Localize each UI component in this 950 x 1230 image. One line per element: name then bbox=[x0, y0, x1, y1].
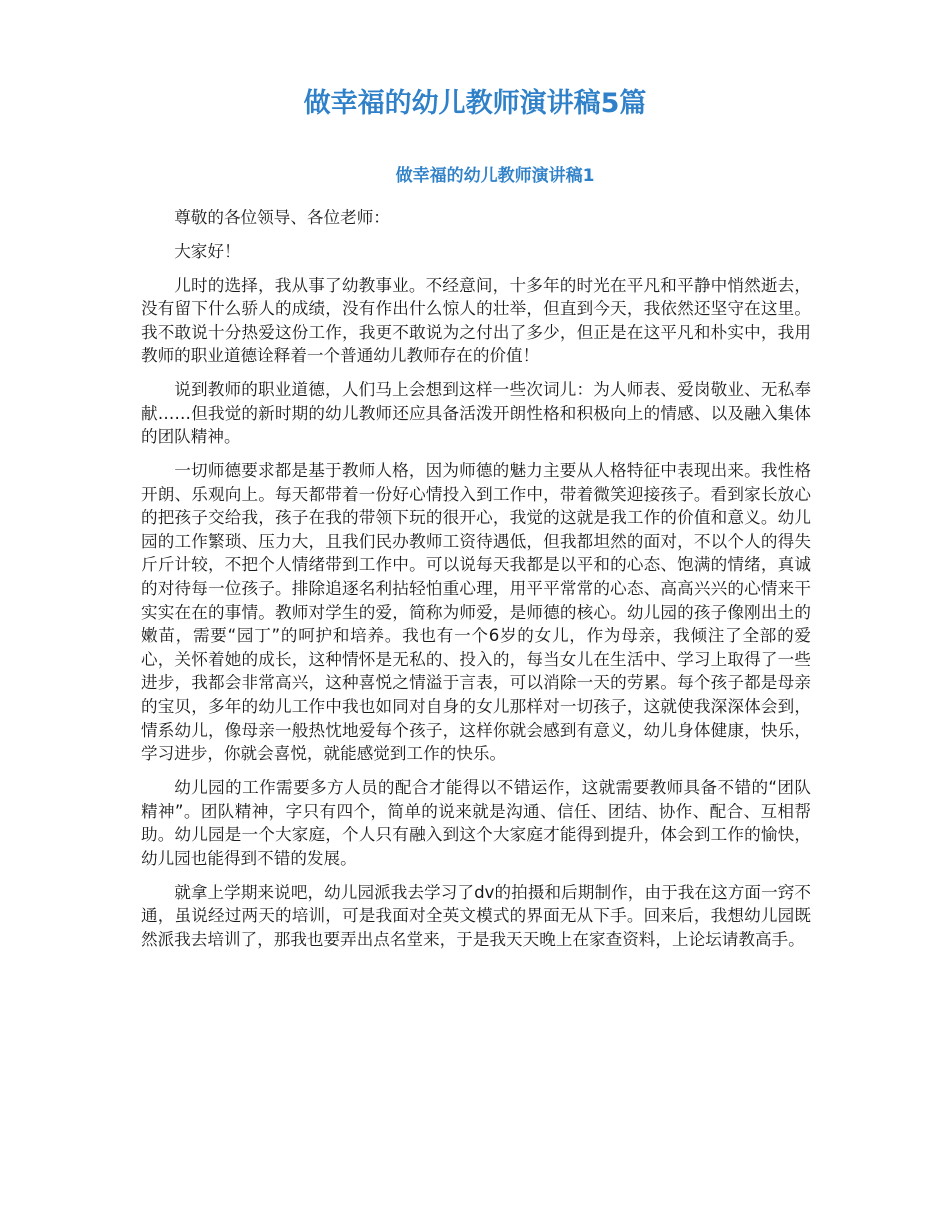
document-body bbox=[141, 206, 811, 962]
salutation-paragraph: 尊敬的各位领导、各位老师： bbox=[174, 208, 390, 227]
body-paragraph: 就拿上学期来说吧，幼儿园派我去学习了dv的拍摄和后期制作，由于我在这方面一窍不通，虽说经过两天的培训，可是我面对全英文模式的界面无从下手。回来后，我想幼儿园既然派我去培训了，那我也要弄出点名堂来，于是我天天晚上在家查资料，上论坛请教高手。 bbox=[141, 882, 811, 949]
document-title: 做幸福的幼儿教师演讲稿5篇 bbox=[303, 88, 647, 119]
body-paragraph: 儿时的选择，我从事了幼教事业。不经意间，十多年的时光在平凡和平静中悄然逝去，没有留下什么骄人的成绩，没有作出什么惊人的壮举，但直到今天，我依然还坚守在这里。我不敢说十分热爱这份工作，我更不敢说为之付出了多少，但正是在这平凡和朴实中，我用教师的职业道德诠释着一个普通幼儿教师存在的价值！ bbox=[141, 275, 811, 366]
body-paragraph: 说到教师的职业道德，人们马上会想到这样一些次词儿：为人师表、爱岗敬业、无私奉献……但我觉的新时期的幼儿教师还应具备活泼开朗性格和积极向上的情感、以及融入集体的团队精神。 bbox=[141, 380, 811, 447]
body-paragraph: 幼儿园的工作需要多方人员的配合才能得以不错运作，这就需要教师具备不错的“团队精神”。团队精神，字只有四个，简单的说来就是沟通、信任、团结、协作、配合、互相帮助。幼儿园是一个大家庭，个人只有融入到这个大家庭才能得到提升，体会到工作的愉快，幼儿园也能得到不错的发展。 bbox=[141, 778, 811, 868]
section-title: 做幸福的幼儿教师演讲稿1 bbox=[395, 166, 595, 186]
greeting-paragraph: 大家好！ bbox=[174, 241, 241, 261]
body-paragraph: 一切师德要求都是基于教师人格，因为师德的魅力主要从人格特征中表现出来。我性格开朗、乐观向上。每天都带着一份好心情投入到工作中，带着微笑迎接孩子。看到家长放心的把孩子交给我，孩子在我的带领下玩的很开心，我觉的这就是我工作的价值和意义。幼儿园的工作繁琐、压力大，且我们民办教师工资待遇低，但我都坦然的面对，不以个人的得失斤斤计较，不把个人情绪带到工作中。可以说每天我都是以平和的心态、饱满的情绪，真诚的对待每一位孩子。排除追逐名利拈轻怕重心理，用平平常常的心态、高高兴兴的心情来干实实在在的事情。教师对学生的爱，简称为师爱，是师德的核心。幼儿园的孩子像刚出土的嫩苗，需要“园丁”的呵护和培养。我也有一个6岁的女儿，作为母亲，我倾注了全部的爱心，关怀着她的成长，这种情怀是无私的、投入的，每当女儿在生活中、学习上取得了一些进步，我都会非常高兴，这种喜悦之情溢于言表，可以消除一天的劳累。每个孩子都是母亲的宝贝，多年的幼儿工作中我也如同对自身的女儿那样对一切孩子，这就使我深深体会到，情系幼儿，像母亲一般热忱地爱每个孩子，这样你就会感到有意义，幼儿身体健康，快乐，学习进步，你就会喜悦，就能感觉到工作的快乐。 bbox=[141, 461, 811, 764]
